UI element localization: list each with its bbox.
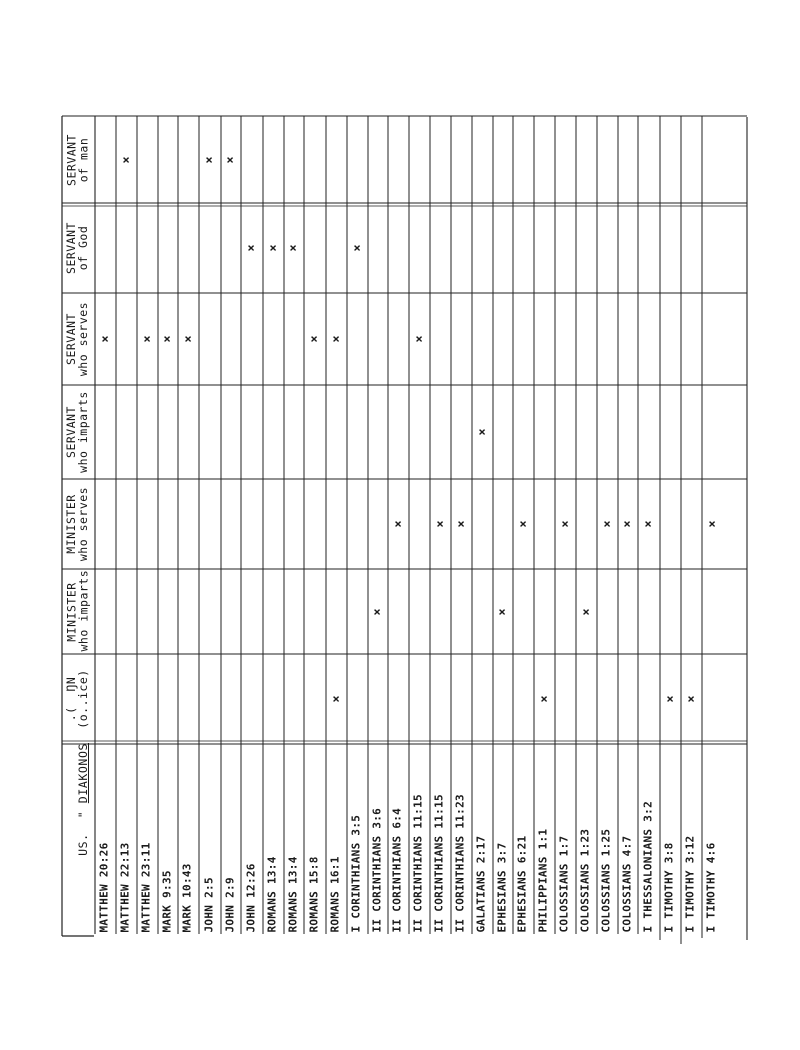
- column-header-line2: (o..ice): [76, 669, 90, 729]
- row-reference: MARK 9:35: [160, 869, 173, 932]
- column-header: [65, 296, 91, 382]
- check-mark: ×: [307, 335, 321, 343]
- check-mark: ×: [139, 335, 154, 343]
- row-reference: ROMANS 13:4: [286, 855, 299, 932]
- column-header: [65, 657, 91, 741]
- row-reference: I CORINTHIANS 3:5: [349, 814, 363, 932]
- column-header-line1: MINISTER: [64, 581, 78, 642]
- row-reference: MATTHEW 22:13: [118, 842, 132, 932]
- check-mark: ×: [118, 155, 133, 164]
- row-reference: JOHN 12:26: [244, 862, 257, 932]
- check-mark: ×: [683, 695, 698, 703]
- subject-word: DIAKONOS: [76, 743, 90, 804]
- row-reference: MARK 10:43: [180, 862, 194, 932]
- check-mark: ×: [432, 520, 447, 528]
- check-mark: ×: [620, 520, 634, 528]
- column-header-line2: who imparts: [76, 569, 90, 651]
- row-reference: II CORINTHIANS 11:23: [453, 793, 467, 932]
- check-mark: ×: [411, 335, 426, 343]
- row-reference: EPHESIANS 3:7: [495, 842, 508, 932]
- check-mark: ×: [662, 695, 677, 703]
- row-reference: I TIMOTHY 4:6: [704, 842, 718, 932]
- check-mark: ×: [704, 520, 719, 528]
- row-reference: COLOSSIANS 1:25: [599, 828, 613, 932]
- row-reference: COLOSSIANS 1:7: [557, 835, 571, 932]
- row-reference: COLOSSIANS 4:7: [620, 835, 633, 932]
- check-mark: ×: [599, 520, 614, 528]
- row-reference: I TIMOTHY 3:12: [683, 835, 697, 932]
- check-mark: ×: [244, 244, 258, 252]
- row-reference: ROMANS 16:1: [328, 855, 342, 932]
- check-mark: ×: [578, 607, 593, 616]
- check-mark: ×: [641, 520, 655, 528]
- check-mark: ×: [160, 335, 174, 343]
- row-reference: I THESSALONIANS 3:2: [641, 800, 654, 932]
- check-mark: ×: [328, 335, 343, 343]
- column-header-line1: MINISTER: [64, 494, 78, 554]
- row-reference: COLOSSIANS 1:23: [578, 828, 592, 932]
- row-reference: EPHESIANS 6:21: [515, 835, 529, 932]
- column-header: [65, 119, 91, 200]
- subject-heading: [62, 743, 90, 933]
- check-mark: ×: [474, 428, 489, 436]
- row-reference: I TIMOTHY 3:8: [662, 842, 676, 932]
- column-header: [64, 569, 91, 651]
- subject-mark: ": [76, 810, 90, 819]
- row-reference: II CORINTHIANS 6:4: [390, 807, 404, 932]
- subject-prefix: US.: [76, 833, 90, 856]
- row-reference: II CORINTHIANS 11:15: [432, 793, 446, 932]
- check-mark: ×: [202, 155, 216, 164]
- column-header-line2: of man: [76, 137, 90, 182]
- row-reference: ROMANS 15:8: [307, 855, 320, 932]
- check-mark: ×: [557, 520, 572, 528]
- check-mark: ×: [536, 695, 551, 703]
- check-mark: ×: [328, 695, 343, 703]
- check-mark: ×: [180, 335, 195, 343]
- row-reference: PHILIPPIANS 1:1: [536, 828, 550, 932]
- column-header-line2: of God: [76, 225, 90, 271]
- check-mark: ×: [495, 607, 509, 616]
- row-reference: JOHN 2:5: [202, 876, 215, 932]
- column-header: [65, 206, 91, 290]
- check-mark: ×: [453, 520, 468, 528]
- row-reference: II CORINTHIANS 11:15: [411, 793, 425, 932]
- check-mark: ×: [97, 335, 112, 343]
- column-header-line1: .( ŊN: [64, 676, 78, 722]
- row-reference: MATTHEW 20:26: [97, 842, 111, 932]
- column-header-line2: who imparts: [76, 391, 90, 473]
- column-header-line1: SERVANT: [64, 406, 78, 458]
- check-mark: ×: [265, 244, 280, 252]
- row-reference: II CORINTHIANS 3:6: [370, 807, 383, 932]
- check-mark: ×: [515, 520, 530, 528]
- check-mark: ×: [349, 244, 364, 252]
- check-mark: ×: [223, 155, 237, 164]
- check-mark: ×: [286, 244, 300, 252]
- column-header: [65, 482, 91, 566]
- column-header-line2: who serves: [76, 301, 90, 377]
- column-header-line1: SERVANT: [64, 222, 78, 274]
- row-reference: MATTHEW 23:11: [139, 842, 153, 932]
- row-reference: GALATIANS 2:17: [474, 835, 488, 932]
- column-header-line2: who serves: [76, 486, 90, 562]
- check-mark: ×: [390, 520, 405, 528]
- column-header-line1: SERVANT: [64, 313, 78, 365]
- check-mark: ×: [370, 607, 384, 616]
- row-reference: ROMANS 13:4: [265, 855, 279, 932]
- column-header-line1: SERVANT: [64, 133, 78, 186]
- row-reference: JOHN 2:9: [223, 876, 236, 932]
- column-header: [65, 388, 91, 476]
